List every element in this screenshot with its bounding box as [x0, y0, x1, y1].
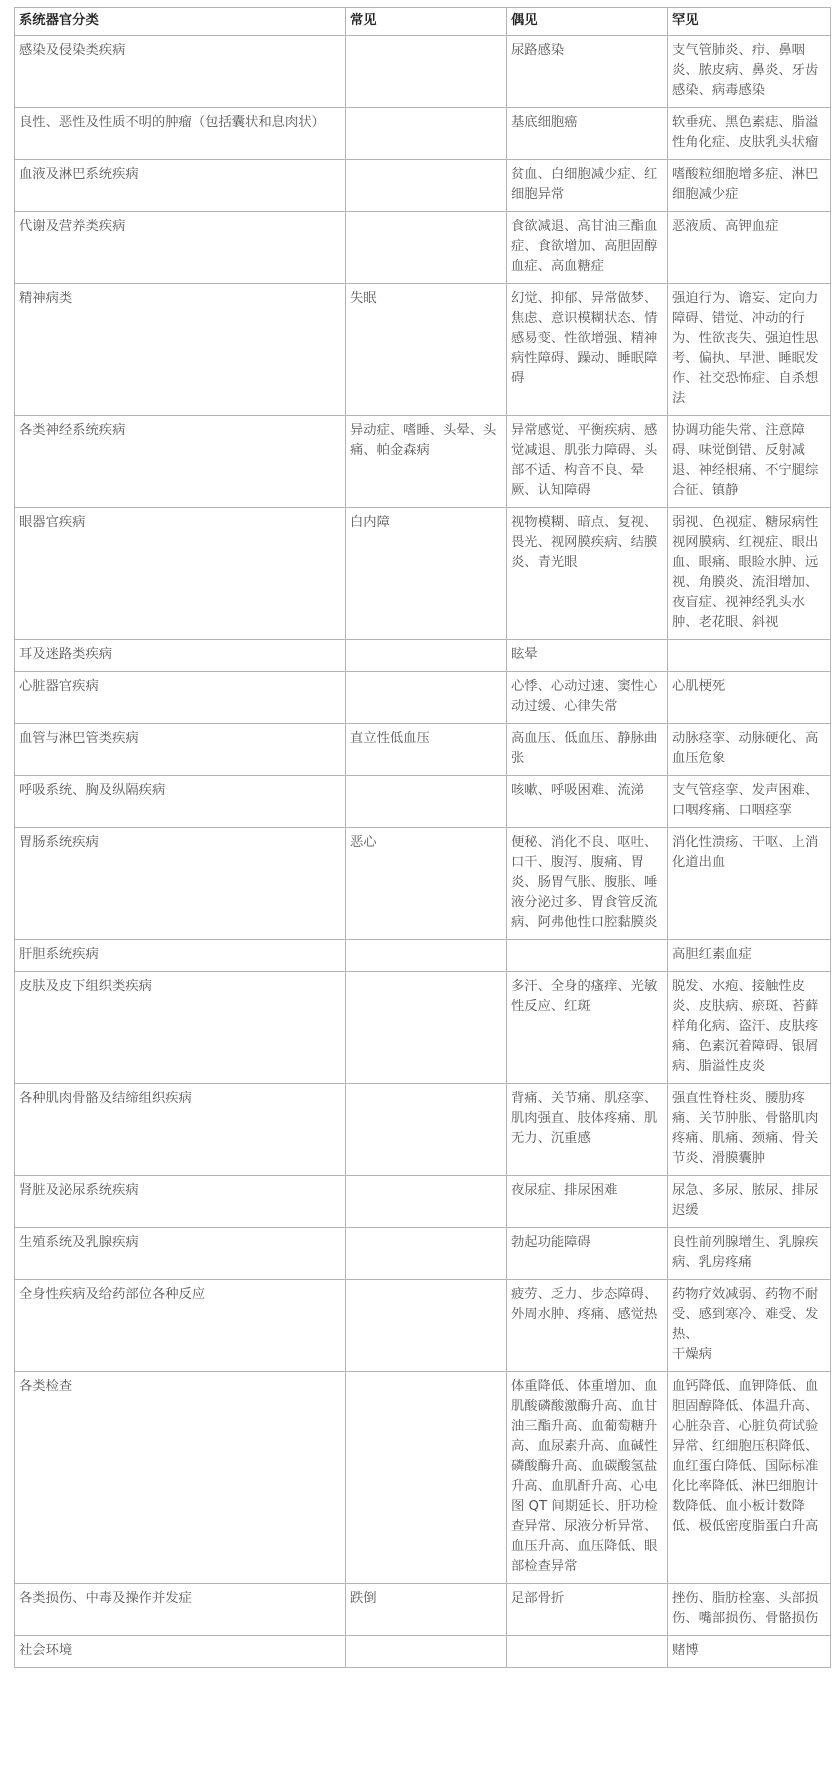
table-row	[15, 1228, 831, 1280]
header-organ-class: 系统器官分类	[15, 8, 346, 36]
table-row	[15, 672, 831, 724]
cell-uncommon: 疲劳、乏力、步态障碍、外周水肿、疼痛、感觉热	[507, 1280, 668, 1372]
table-row	[15, 36, 831, 108]
cell-organ-class: 肝胆系统疾病	[15, 940, 346, 972]
table-row	[15, 972, 831, 1084]
adverse-reactions-table	[14, 7, 831, 1668]
table-row	[15, 828, 831, 940]
cell-organ-class: 感染及侵染类疾病	[15, 36, 346, 108]
cell-uncommon: 夜尿症、排尿困难	[507, 1176, 668, 1228]
cell-organ-class: 社会环境	[15, 1636, 346, 1668]
cell-common: 跌倒	[346, 1584, 507, 1636]
table-row	[15, 508, 831, 640]
cell-common	[346, 640, 507, 672]
table-row	[15, 940, 831, 972]
cell-uncommon: 异常感觉、平衡疾病、感觉减退、肌张力障碍、头部不适、构音不良、晕厥、认知障碍	[507, 416, 668, 508]
table-row	[15, 1084, 831, 1176]
cell-common	[346, 36, 507, 108]
cell-common: 异动症、嗜睡、头晕、头痛、帕金森病	[346, 416, 507, 508]
cell-organ-class: 血液及淋巴系统疾病	[15, 160, 346, 212]
cell-rare: 协调功能失常、注意障碍、味觉倒错、反射减退、神经根痛、不宁腿综合征、镇静	[668, 416, 831, 508]
cell-rare: 强迫行为、谵妄、定向力障碍、错觉、冲动的行为、性欲丧失、强迫性思考、偏执、早泄、睡眠发作、社交恐怖症、自杀想法	[668, 284, 831, 416]
cell-common	[346, 972, 507, 1084]
cell-rare: 强直性脊柱炎、腰肋疼痛、关节肿胀、骨骼肌肉疼痛、肌痛、颈痛、骨关节炎、滑膜囊肿	[668, 1084, 831, 1176]
cell-uncommon: 尿路感染	[507, 36, 668, 108]
cell-uncommon: 食欲减退、高甘油三酯血症、食欲增加、高胆固醇血症、高血糖症	[507, 212, 668, 284]
header-rare: 罕见	[668, 8, 831, 36]
cell-rare: 良性前列腺增生、乳腺疾病、乳房疼痛	[668, 1228, 831, 1280]
cell-organ-class: 心脏器官疾病	[15, 672, 346, 724]
cell-common	[346, 1228, 507, 1280]
cell-uncommon: 体重降低、体重增加、血肌酸磷酸激酶升高、血甘油三酯升高、血葡萄糖升高、血尿素升高、血碱性磷酸酶升高、血碳酸氢盐升高、血肌酐升高、心电图 QT 间期延长、肝功检查异常、尿液分析异常、血压升高、血压降低、眼部检查异常	[507, 1372, 668, 1584]
cell-uncommon: 咳嗽、呼吸困难、流涕	[507, 776, 668, 828]
cell-uncommon: 眩晕	[507, 640, 668, 672]
table-header-row	[15, 8, 831, 36]
cell-rare: 脱发、水疱、接触性皮炎、皮肤病、瘀斑、苔藓样角化病、盗汗、皮肤疼痛、色素沉着障碍、银屑病、脂溢性皮炎	[668, 972, 831, 1084]
cell-common	[346, 672, 507, 724]
cell-common: 直立性低血压	[346, 724, 507, 776]
cell-organ-class: 呼吸系统、胸及纵隔疾病	[15, 776, 346, 828]
cell-common: 失眠	[346, 284, 507, 416]
table-row	[15, 724, 831, 776]
table-row	[15, 108, 831, 160]
cell-common	[346, 1372, 507, 1584]
cell-uncommon: 心悸、心动过速、窦性心动过缓、心律失常	[507, 672, 668, 724]
cell-uncommon: 便秘、消化不良、呕吐、口干、腹泻、腹痛、胃炎、肠胃气胀、腹胀、唾液分泌过多、胃食管反流病、阿弗他性口腔黏膜炎	[507, 828, 668, 940]
cell-rare: 嗜酸粒细胞增多症、淋巴细胞减少症	[668, 160, 831, 212]
cell-rare: 高胆红素血症	[668, 940, 831, 972]
cell-rare: 恶液质、高钾血症	[668, 212, 831, 284]
cell-uncommon: 勃起功能障碍	[507, 1228, 668, 1280]
cell-organ-class: 各类损伤、中毒及操作并发症	[15, 1584, 346, 1636]
cell-organ-class: 生殖系统及乳腺疾病	[15, 1228, 346, 1280]
cell-uncommon: 幻觉、抑郁、异常做梦、焦虑、意识模糊状态、情感易变、性欲增强、精神病性障碍、躁动、睡眠障碍	[507, 284, 668, 416]
table-row	[15, 160, 831, 212]
cell-common	[346, 1176, 507, 1228]
cell-rare: 药物疗效减弱、药物不耐受、感到寒冷、难受、发热、 干燥病	[668, 1280, 831, 1372]
cell-uncommon: 背痛、关节痛、肌痉挛、肌肉强直、肢体疼痛、肌无力、沉重感	[507, 1084, 668, 1176]
cell-organ-class: 各类神经系统疾病	[15, 416, 346, 508]
table-row	[15, 284, 831, 416]
table-row	[15, 1584, 831, 1636]
header-uncommon: 偶见	[507, 8, 668, 36]
cell-organ-class: 胃肠系统疾病	[15, 828, 346, 940]
cell-uncommon: 基底细胞癌	[507, 108, 668, 160]
cell-organ-class: 肾脏及泌尿系统疾病	[15, 1176, 346, 1228]
cell-rare	[668, 640, 831, 672]
table-row	[15, 776, 831, 828]
cell-rare: 尿急、多尿、脓尿、排尿迟缓	[668, 1176, 831, 1228]
cell-uncommon: 贫血、白细胞减少症、红细胞异常	[507, 160, 668, 212]
cell-organ-class: 各种肌肉骨骼及结缔组织疾病	[15, 1084, 346, 1176]
cell-common	[346, 1636, 507, 1668]
cell-common	[346, 1280, 507, 1372]
cell-rare: 支气管肺炎、疖、鼻咽炎、脓皮病、鼻炎、牙齿感染、病毒感染	[668, 36, 831, 108]
table-row	[15, 1280, 831, 1372]
cell-uncommon: 多汗、全身的瘙痒、光敏性反应、红斑	[507, 972, 668, 1084]
cell-uncommon: 高血压、低血压、静脉曲张	[507, 724, 668, 776]
cell-uncommon	[507, 940, 668, 972]
cell-rare: 动脉痉挛、动脉硬化、高血压危象	[668, 724, 831, 776]
table-row	[15, 212, 831, 284]
cell-rare: 消化性溃疡、干呕、上消化道出血	[668, 828, 831, 940]
cell-organ-class: 代谢及营养类疾病	[15, 212, 346, 284]
cell-rare: 赌博	[668, 1636, 831, 1668]
cell-common	[346, 940, 507, 972]
table-row	[15, 1176, 831, 1228]
cell-organ-class: 血管与淋巴管类疾病	[15, 724, 346, 776]
table-row	[15, 416, 831, 508]
cell-rare: 软垂疣、黑色素痣、脂溢性角化症、皮肤乳头状瘤	[668, 108, 831, 160]
cell-common	[346, 776, 507, 828]
cell-common: 恶心	[346, 828, 507, 940]
table-row	[15, 1636, 831, 1668]
cell-common: 白内障	[346, 508, 507, 640]
cell-rare: 血钙降低、血钾降低、血胆固醇降低、体温升高、心脏杂音、心脏负荷试验异常、红细胞压积降低、血红蛋白降低、国际标准化比率降低、淋巴细胞计数降低、血小板计数降低、极低密度脂蛋白升高	[668, 1372, 831, 1584]
cell-uncommon: 足部骨折	[507, 1584, 668, 1636]
cell-rare: 挫伤、脂肪栓塞、头部损伤、嘴部损伤、骨骼损伤	[668, 1584, 831, 1636]
cell-rare: 心肌梗死	[668, 672, 831, 724]
table-body	[15, 36, 831, 1668]
cell-rare: 弱视、色视症、糖尿病性视网膜病、红视症、眼出血、眼痛、眼睑水肿、远视、角膜炎、流泪增加、夜盲症、视神经乳头水肿、老花眼、斜视	[668, 508, 831, 640]
cell-uncommon	[507, 1636, 668, 1668]
cell-organ-class: 良性、恶性及性质不明的肿瘤（包括囊状和息肉状）	[15, 108, 346, 160]
table-row	[15, 1372, 831, 1584]
cell-rare: 支气管痉挛、发声困难、口咽疼痛、口咽痉挛	[668, 776, 831, 828]
cell-organ-class: 皮肤及皮下组织类疾病	[15, 972, 346, 1084]
cell-common	[346, 108, 507, 160]
cell-common	[346, 160, 507, 212]
cell-common	[346, 212, 507, 284]
cell-uncommon: 视物模糊、暗点、复视、畏光、视网膜疾病、结膜炎、青光眼	[507, 508, 668, 640]
cell-organ-class: 各类检查	[15, 1372, 346, 1584]
cell-organ-class: 精神病类	[15, 284, 346, 416]
cell-organ-class: 眼器官疾病	[15, 508, 346, 640]
cell-organ-class: 耳及迷路类疾病	[15, 640, 346, 672]
table-row	[15, 640, 831, 672]
cell-organ-class: 全身性疾病及给药部位各种反应	[15, 1280, 346, 1372]
cell-common	[346, 1084, 507, 1176]
header-common: 常见	[346, 8, 507, 36]
